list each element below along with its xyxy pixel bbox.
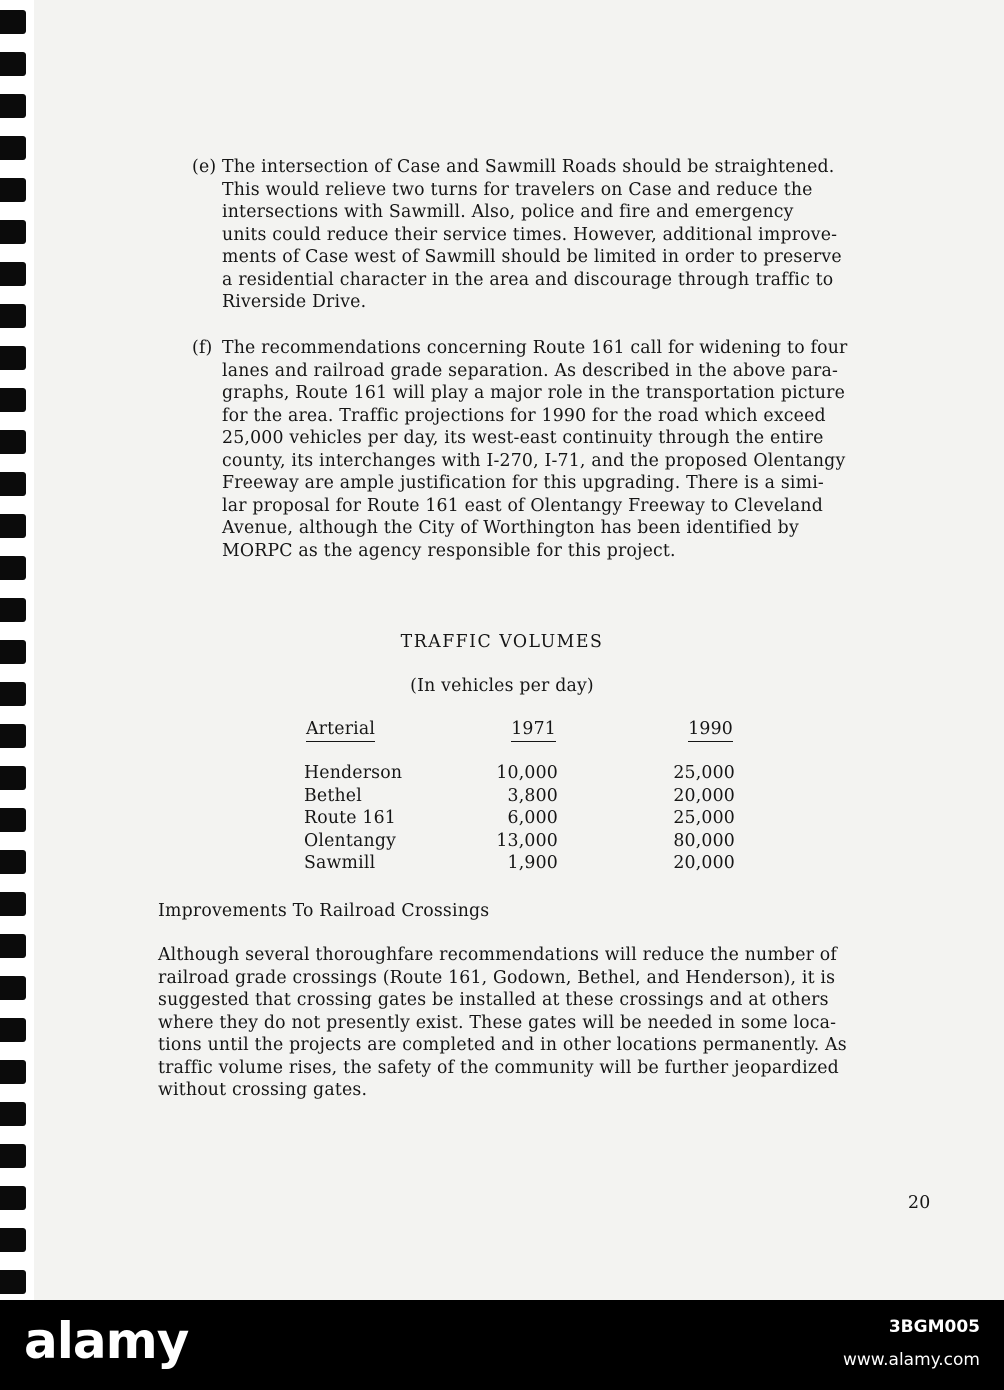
table-row [300, 807, 735, 830]
table-subtitle: (In vehicles per day) [410, 676, 594, 696]
item-f-body [222, 337, 932, 562]
text-line: lanes and railroad grade separation. As described in the above para- [222, 360, 838, 381]
page-number: 20 [908, 1193, 931, 1213]
column-header-1990: 1990 [558, 718, 735, 762]
paragraph-item-e [192, 156, 932, 314]
section-heading [158, 900, 958, 923]
text-line: Riverside Drive. [222, 292, 367, 312]
table-row [300, 830, 735, 853]
stock-url: www.alamy.com [842, 1350, 980, 1370]
binding-ring [0, 10, 26, 34]
volume-1971-cell: 10,000 [496, 763, 558, 783]
binding-ring [0, 1102, 26, 1126]
text-line: Freeway are ample justification for this upgrading. There is a simi- [222, 473, 824, 493]
binding-ring [0, 598, 26, 622]
binding-ring [0, 556, 26, 580]
binding-ring [0, 472, 26, 496]
table-row [300, 762, 735, 785]
volume-1971-cell: 3,800 [507, 785, 558, 806]
table-row [300, 785, 735, 808]
volume-1990-cell: 20,000 [673, 853, 735, 873]
binding-ring [0, 1186, 26, 1210]
arterial-cell: Sawmill [304, 853, 376, 873]
text-line: suggested that crossing gates be installed at these crossings and at others [158, 990, 829, 1010]
binding-ring [0, 1270, 26, 1294]
binding-ring [0, 976, 26, 1000]
section-paragraph [158, 944, 958, 1102]
column-header-1971: 1971 [466, 718, 558, 762]
volume-1990-cell: 80,000 [673, 830, 735, 851]
volume-1971-cell: 13,000 [496, 830, 558, 851]
volume-1971-cell: 6,000 [507, 808, 558, 828]
binding-ring [0, 346, 26, 370]
text-line: 25,000 vehicles per day, its west-east continuity through the entire [222, 428, 824, 448]
binding-ring [0, 514, 26, 538]
binding-ring [0, 766, 26, 790]
section-heading-text: Improvements To Railroad Crossings [158, 901, 490, 921]
text-line: The intersection of Case and Sawmill Roads should be straightened. [222, 157, 835, 177]
table-header-row [300, 718, 735, 762]
text-line: tions until the projects are completed and in other locations permanently. As [158, 1035, 847, 1055]
text-line: ments of Case west of Sawmill should be limited in order to preserve [222, 247, 842, 267]
binding-ring [0, 934, 26, 958]
text-line: railroad grade crossings (Route 161, Godown, Bethel, and Henderson), it is [158, 967, 836, 988]
text-line: without crossing gates. [158, 1080, 368, 1100]
table-row [300, 852, 735, 875]
volume-1990-cell: 20,000 [673, 785, 735, 806]
text-line: The recommendations concerning Route 161 call for widening to four [222, 338, 848, 358]
text-line: graphs, Route 161 will play a major role in the transportation picture [222, 383, 846, 403]
binding-ring [0, 724, 26, 748]
arterial-cell: Olentangy [304, 830, 397, 851]
alamy-logo: alamy [24, 1312, 189, 1370]
item-f-label: (f) [192, 338, 213, 358]
binding-ring [0, 1228, 26, 1252]
text-line: for the area. Traffic projections for 1990 for the road which exceed [222, 405, 826, 426]
text-line: Although several thoroughfare recommendations will reduce the number of [158, 945, 837, 965]
text-line: lar proposal for Route 161 east of Olentangy Freeway to Cleveland [222, 495, 823, 516]
text-line: intersections with Sawmill. Also, police and fire and emergency [222, 202, 794, 222]
arterial-cell: Henderson [304, 763, 403, 783]
binding-ring [0, 892, 26, 916]
arterial-cell: Route 161 [304, 808, 396, 828]
binding-ring [0, 304, 26, 328]
stock-watermark-bar [0, 1300, 1004, 1390]
volume-1990-cell: 25,000 [673, 763, 735, 783]
item-e-label: (e) [192, 157, 217, 177]
binding-ring [0, 388, 26, 412]
item-e-body [222, 156, 932, 314]
binding-ring [0, 1060, 26, 1084]
binding-ring [0, 850, 26, 874]
volume-1990-cell: 25,000 [673, 808, 735, 828]
binding-ring [0, 136, 26, 160]
binding-ring [0, 52, 26, 76]
binding-ring [0, 178, 26, 202]
arterial-cell: Bethel [304, 785, 362, 806]
text-line: This would relieve two turns for travelers on Case and reduce the [222, 179, 813, 200]
paragraph-item-f [192, 337, 932, 562]
binding-ring [0, 1144, 26, 1168]
text-line: units could reduce their service times. However, additional improve- [222, 224, 838, 245]
binding-ring [0, 94, 26, 118]
image-id: 3BGM005 [888, 1317, 980, 1337]
table-title: TRAFFIC VOLUMES [400, 632, 604, 652]
text-line: traffic volume rises, the safety of the community will be further jeopardized [158, 1057, 839, 1078]
binding-ring [0, 430, 26, 454]
text-line: Avenue, although the City of Worthington has been identified by [222, 518, 799, 538]
text-line: a residential character in the area and discourage through traffic to [222, 269, 834, 290]
binding-ring [0, 262, 26, 286]
binding-ring [0, 808, 26, 832]
binding-ring [0, 1018, 26, 1042]
text-line: where they do not presently exist. These gates will be needed in some loca- [158, 1012, 837, 1033]
volume-1971-cell: 1,900 [507, 853, 558, 873]
traffic-volumes-table [300, 718, 735, 875]
text-line: MORPC as the agency responsible for this project. [222, 540, 676, 561]
column-header-arterial: Arterial [300, 718, 466, 762]
text-line: county, its interchanges with I-270, I-71, and the proposed Olentangy [222, 450, 846, 471]
binding-ring [0, 220, 26, 244]
